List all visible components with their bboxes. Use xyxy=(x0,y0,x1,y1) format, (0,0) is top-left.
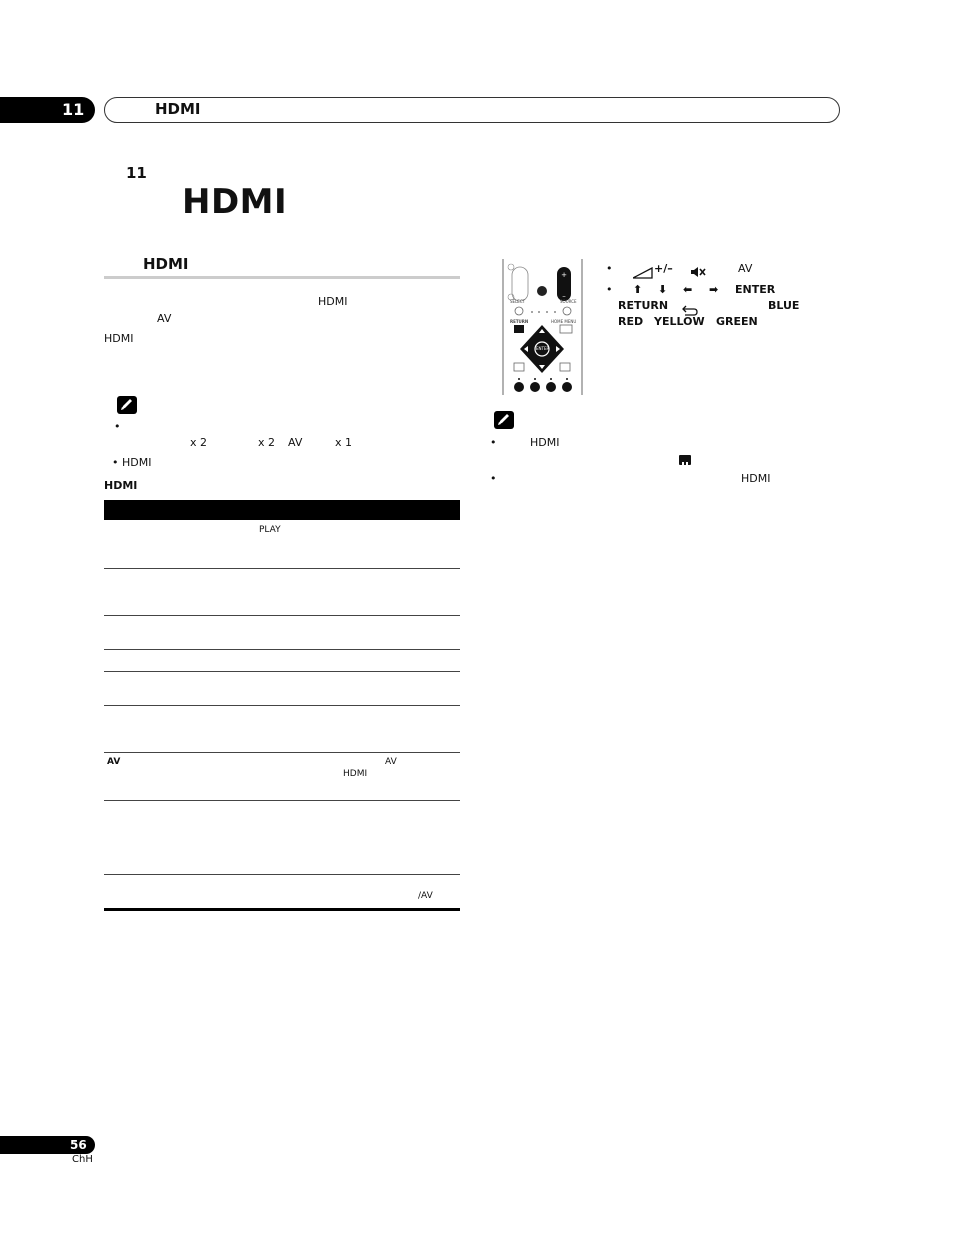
note-av: AV xyxy=(288,436,303,449)
remote-label-select: SELECT xyxy=(510,299,526,304)
chapter-tab: 11 xyxy=(0,97,95,123)
section-rule xyxy=(104,276,460,279)
page-title: HDMI xyxy=(182,182,288,222)
table-cell-slash-av: /AV xyxy=(418,891,433,901)
table-row-divider xyxy=(104,800,460,801)
table-cell-av-label: AV xyxy=(107,757,121,767)
intro-hdmi-2: HDMI xyxy=(104,332,134,345)
table-row-divider xyxy=(104,671,460,672)
note-icon xyxy=(494,411,514,429)
table-row-divider xyxy=(104,752,460,753)
table-row-divider xyxy=(104,649,460,650)
green-label: GREEN xyxy=(716,315,758,328)
remote-label-return: RETURN xyxy=(510,319,529,324)
blue-label: BLUE xyxy=(768,299,800,312)
right-bullet-2: • xyxy=(606,283,613,296)
red-label: RED xyxy=(618,315,644,328)
table-row-divider xyxy=(104,568,460,569)
arrow-down-icon: ⬇ xyxy=(658,283,668,296)
section-title: HDMI xyxy=(143,255,189,273)
svg-text:+: + xyxy=(561,271,567,279)
right-bullet-1: • xyxy=(606,262,613,275)
table-cell-play: PLAY xyxy=(259,525,281,535)
table-cell-hdmi: HDMI xyxy=(343,769,368,779)
intro-av: AV xyxy=(157,312,172,325)
note-bullet-hdmi: • HDMI xyxy=(112,456,152,469)
intro-hdmi: HDMI xyxy=(318,295,348,308)
enter-label: ENTER xyxy=(735,283,776,296)
table-cell-av: AV xyxy=(385,757,397,767)
header-pill xyxy=(104,97,840,123)
info-button-icon xyxy=(679,455,691,465)
yellow-label: YELLOW xyxy=(654,315,705,328)
right-note-bullet-2: • xyxy=(490,472,497,485)
note-x2-b: x 2 xyxy=(258,436,276,449)
note-x2-a: x 2 xyxy=(190,436,208,449)
note-icon xyxy=(117,396,137,414)
table-label: HDMI xyxy=(104,479,138,492)
page-number: 56 xyxy=(0,1136,95,1154)
arrow-right-icon: ➡ xyxy=(709,283,719,296)
language-code: ChH xyxy=(72,1154,93,1165)
header-title: HDMI xyxy=(155,100,201,118)
arrow-left-icon: ⬅ xyxy=(683,283,693,296)
note-x1: x 1 xyxy=(335,436,353,449)
table-header xyxy=(104,500,460,520)
note-bullet: • xyxy=(114,420,121,433)
remote-label-home-menu: HOME MENU xyxy=(551,319,577,324)
remote-label-enter: ENTER xyxy=(536,346,550,351)
chapter-label: 11 xyxy=(126,164,147,182)
return-label: RETURN xyxy=(618,299,669,312)
table-row-divider xyxy=(104,874,460,875)
table-row-divider xyxy=(104,705,460,706)
mute-icon xyxy=(690,263,706,282)
svg-text:–: – xyxy=(562,292,566,300)
remote-label-source: SOURCE xyxy=(560,299,577,304)
right-note-bullet-1: • xyxy=(490,436,497,449)
right-av-label: AV xyxy=(738,262,753,275)
right-note-hdmi-2: HDMI xyxy=(741,472,771,485)
volume-label: +/– xyxy=(654,262,673,275)
right-note-hdmi: HDMI xyxy=(530,436,560,449)
table-bottom-rule xyxy=(104,908,460,911)
arrow-up-icon: ⬆ xyxy=(633,283,643,296)
remote-illustration xyxy=(502,259,584,395)
table-row-divider xyxy=(104,615,460,616)
volume-icon xyxy=(633,264,653,283)
